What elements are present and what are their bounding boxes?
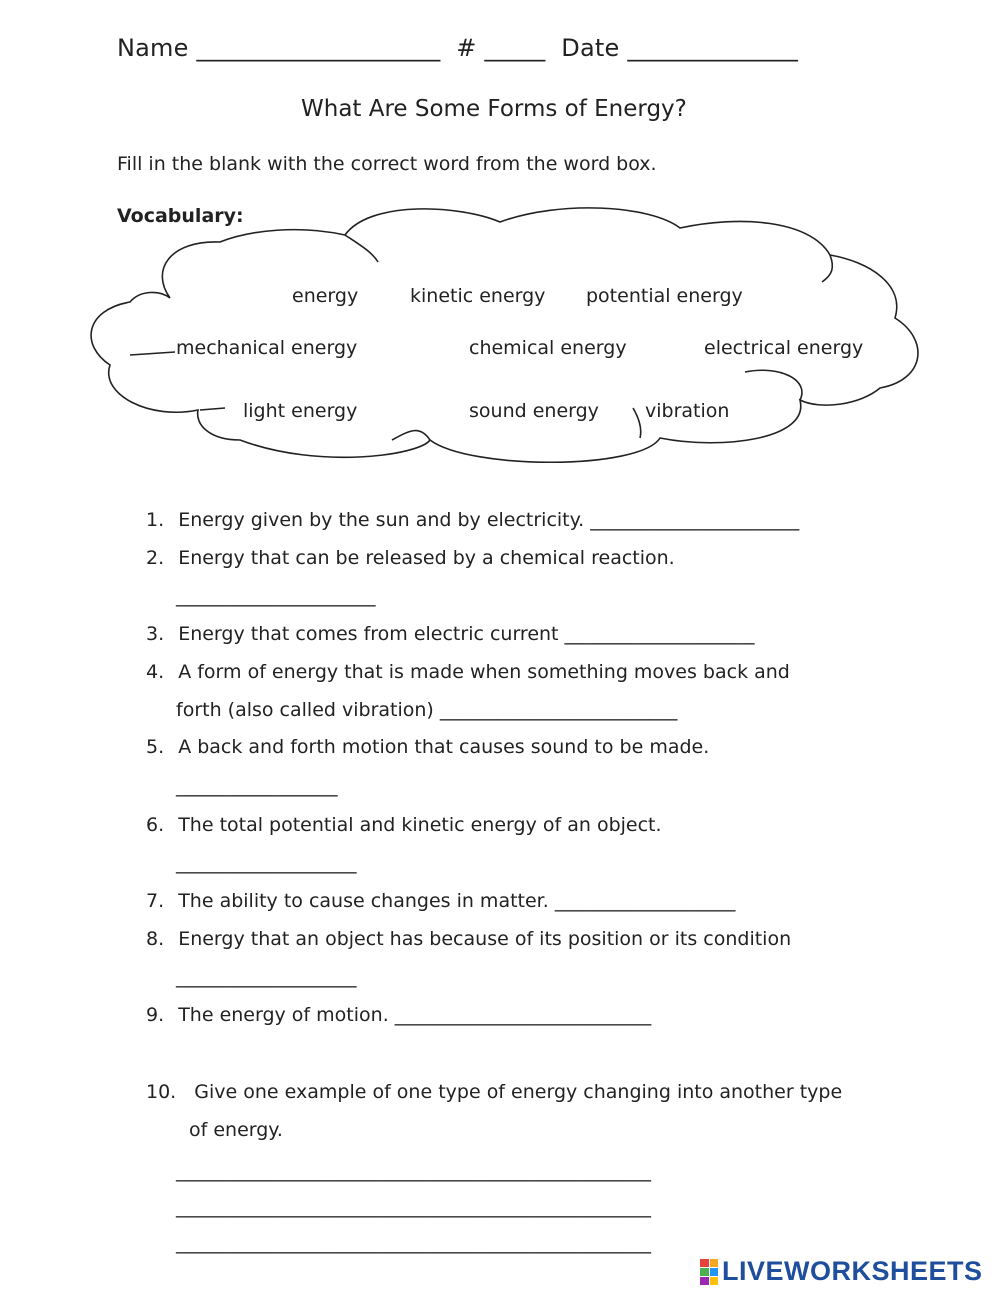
question-10 [146,1081,842,1103]
name-label: Name [117,34,189,62]
page-title: What Are Some Forms of Energy? [301,96,687,122]
answer-line-3[interactable]: __________________________________________________ [176,1232,651,1254]
word-energy: energy [292,285,359,307]
word-vibration: vibration [645,400,730,422]
question-2 [146,547,675,569]
question-number: 5. [146,736,165,758]
liveworksheets-icon [700,1259,718,1285]
question-number: 2. [146,547,165,569]
date-blank[interactable]: ______________ [627,34,799,62]
question-number: 8. [146,928,165,950]
question-text: The total potential and kinetic energy of an object. [178,814,662,836]
number-label: # [456,34,477,62]
word-chemical-energy: chemical energy [469,337,627,359]
question-number: 9. [146,1004,165,1026]
question-number: 4. [146,661,165,683]
question-7 [146,890,735,912]
question-text: Energy that an object has because of its position or its condition [178,928,792,950]
word-mechanical-energy: mechanical energy [176,337,358,359]
question-10-line2: of energy. [189,1119,283,1141]
question-text[interactable]: Energy that comes from electric current ____________________ [178,623,755,645]
vocabulary-label: Vocabulary: [117,205,244,227]
brand-logo [700,1256,983,1287]
word-sound-energy: sound energy [469,400,599,422]
brand-name: LIVEWORKSHEETS [722,1256,983,1286]
answer-blank-8[interactable]: ___________________ [176,966,357,988]
question-text: Energy that can be released by a chemical reaction. [178,547,675,569]
word-light-energy: light energy [243,400,358,422]
question-4 [146,661,790,683]
question-number: 7. [146,890,165,912]
question-4-line2[interactable]: forth (also called vibration) _________________________ [176,699,678,721]
question-text: Give one example of one type of energy changing into another type [194,1081,843,1103]
instructions: Fill in the blank with the correct word from the word box. [117,153,657,175]
question-text[interactable]: The ability to cause changes in matter. ___________________ [178,890,736,912]
word-electrical-energy: electrical energy [704,337,864,359]
answer-blank-2[interactable]: _____________________ [176,585,376,607]
question-text[interactable]: Energy given by the sun and by electricity. ______________________ [178,509,800,531]
answer-line-1[interactable]: __________________________________________________ [176,1160,651,1182]
question-number: 3. [146,623,165,645]
date-label: Date [561,34,620,62]
answer-blank-5[interactable]: _________________ [176,775,338,797]
question-number: 1. [146,509,165,531]
answer-blank-6[interactable]: ___________________ [176,852,357,874]
question-number: 6. [146,814,165,836]
question-number: 10. [146,1081,177,1103]
number-blank[interactable]: _____ [484,34,546,62]
answer-line-2[interactable]: __________________________________________________ [176,1196,651,1218]
question-6 [146,814,662,836]
question-8 [146,928,791,950]
name-blank[interactable]: ____________________ [196,34,441,62]
word-kinetic-energy: kinetic energy [410,285,546,307]
question-9 [146,1004,651,1026]
question-text: A back and forth motion that causes sound to be made. [178,736,710,758]
question-3 [146,623,755,645]
question-1 [146,509,799,531]
question-5 [146,736,709,758]
word-potential-energy: potential energy [586,285,743,307]
question-text[interactable]: The energy of motion. ___________________________ [178,1004,652,1026]
question-text: A form of energy that is made when something moves back and [178,661,790,683]
